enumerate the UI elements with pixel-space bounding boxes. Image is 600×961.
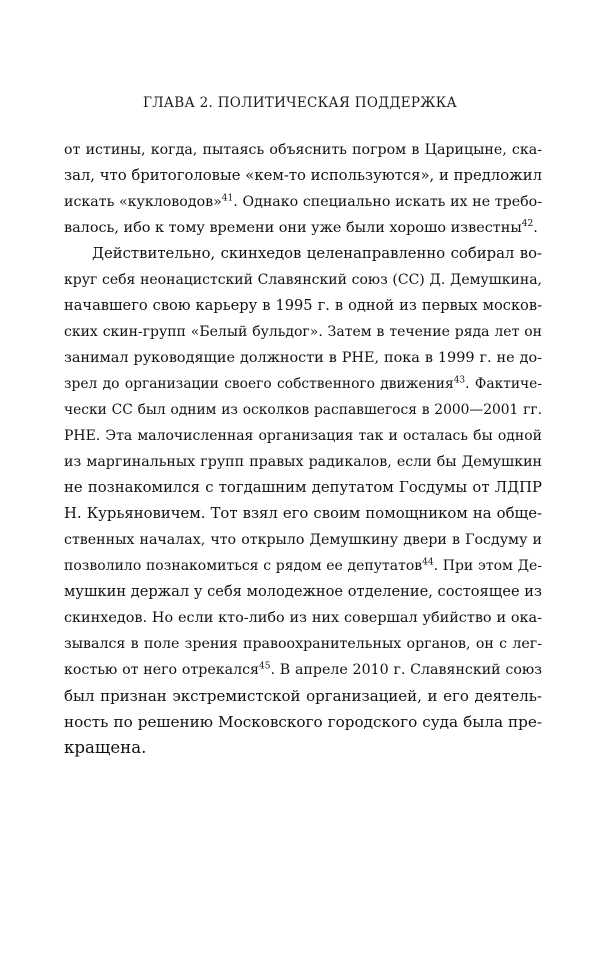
text-line (64, 345, 542, 371)
running-head: ГЛАВА 2. ПОЛИТИЧЕСКАЯ ПОДДЕРЖКА (142, 95, 458, 111)
text-line (64, 501, 542, 527)
line-text: от истины, когда, пытаясь объяснить погром в Царицыне, ска- (64, 142, 542, 158)
line-text: Н. Курьяновичем. Тот взял его своим помощником на обще- (64, 505, 542, 522)
text-line (64, 631, 542, 657)
footnote-ref: 43 (453, 375, 466, 386)
line-text: ских скин-групп «Белый бульдог». Затем в течение ряда лет он (64, 324, 542, 340)
line-text: ность по решению Московского городского суда была пре- (64, 713, 542, 731)
line-text: скинхедов. Но если кто-либо из них совершал убийство и ока- (64, 610, 542, 626)
footnote-ref: 44 (422, 557, 434, 568)
line-text-continued: . (533, 220, 538, 236)
text-line (64, 319, 542, 345)
footnote-ref: 41 (221, 193, 234, 204)
line-text: зрел до организации своего собственного движения (64, 376, 454, 392)
text-line (64, 657, 542, 683)
text-line (64, 709, 542, 735)
text-line (64, 137, 542, 163)
text-line (64, 683, 542, 709)
text-line (64, 215, 542, 241)
text-line (64, 423, 542, 449)
line-text: ственных началах, что открыло Демушкину двери в Госдуму и (64, 532, 542, 548)
text-line (64, 371, 542, 397)
text-line (64, 553, 542, 579)
line-text: из маргинальных групп правых радикалов, если бы Демушкин (64, 454, 542, 470)
line-text: чески СС был одним из осколков распавшегося в 2000—2001 гг. (64, 402, 542, 418)
line-text: был признан экстремистской организацией, и его деятель- (64, 687, 542, 705)
line-text-continued: . Фактиче- (465, 376, 542, 392)
body-text (64, 137, 542, 761)
text-line (64, 267, 542, 293)
text-line (64, 189, 542, 215)
text-line (64, 449, 542, 475)
text-line (64, 735, 542, 761)
text-line (64, 293, 542, 319)
line-text-continued: . При этом Де- (433, 558, 543, 574)
text-line (64, 397, 542, 423)
line-text: искать «кукловодов» (64, 194, 222, 210)
text-line (64, 163, 542, 189)
footnote-ref: 45 (258, 661, 271, 672)
text-line (64, 605, 542, 631)
text-line (64, 527, 542, 553)
line-text: Действительно, скинхедов целенаправленно собирал во- (92, 245, 542, 262)
line-text: РНЕ. Эта малочисленная организация так и осталась бы одной (64, 428, 542, 444)
line-text: костью от него отрекался (64, 662, 259, 678)
line-text: круг себя неонацистский Славянский союз (СС) Д. Демушкина, (64, 272, 542, 288)
line-text: зывался в поле зрения правоохранительных органов, он с лег- (64, 636, 542, 652)
line-text: мушкин держал у себя молодежное отделение, состоящее из (64, 583, 542, 600)
line-text: начавшего свою карьеру в 1995 г. в одной из первых москов- (64, 297, 542, 314)
text-line (64, 241, 542, 267)
text-line (64, 475, 542, 501)
text-line (64, 579, 542, 605)
line-text: позволило познакомиться с рядом ее депутатов (64, 558, 423, 574)
line-text-continued: . В апреле 2010 г. Славянский союз (270, 662, 542, 678)
line-text: валось, ибо к тому времени они уже были хорошо известны (64, 220, 522, 236)
footnote-ref: 42 (521, 219, 534, 230)
line-text-continued: . Однако специально искать их не требо- (233, 194, 542, 210)
line-text: кращена. (64, 738, 147, 757)
line-text: не познакомился с тогдашним депутатом Госдумы от ЛДПР (64, 479, 542, 496)
line-text: занимал руководящие должности в РНЕ, пока в 1999 г. не до- (64, 350, 542, 366)
line-text: зал, что бритоголовые «кем-то используются», и предложил (64, 167, 542, 184)
